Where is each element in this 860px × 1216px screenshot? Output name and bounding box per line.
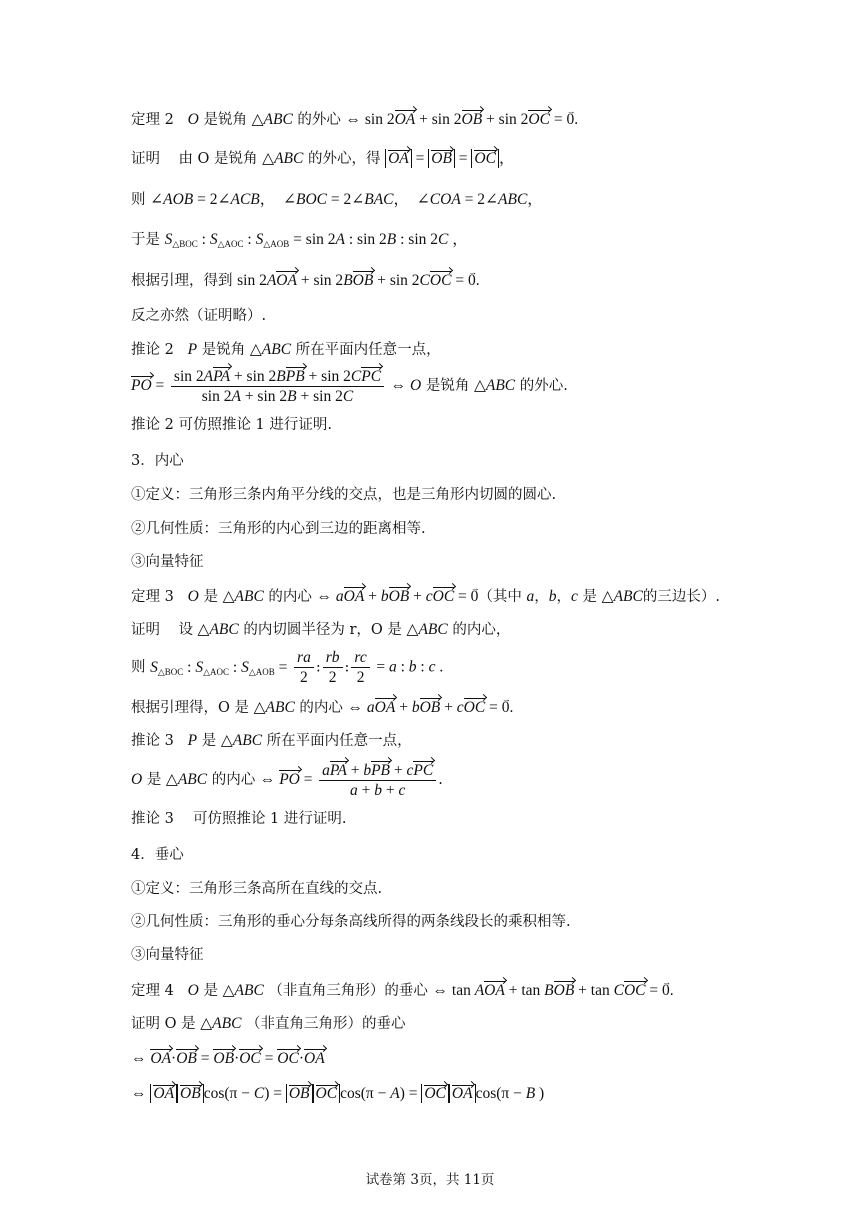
section-3-title: 3．内心 — [131, 453, 184, 469]
theorem-3-proof: 证明 设 △ABC 的内切圆半径为 r，O 是 △ABC 的内心， — [131, 621, 511, 638]
corollary-3: 推论 3 P 是 △ABC 所在平面内任意一点， — [131, 732, 412, 749]
section-3-definition: ①定义：三角形三条内角平分线的交点，也是三角形内切圆的圆心. — [131, 487, 557, 503]
corollary-3-note: 推论 3 可仿照推论 1 进行证明. — [131, 811, 347, 827]
section-3-vector: ③向量特征 — [131, 554, 204, 570]
corollary-2-note: 推论 2 可仿照推论 1 进行证明. — [131, 417, 332, 433]
theorem-2-lemma: 根据引理，得到 sin 2AOA + sin 2BOB + sin 2COC = → 0. — [131, 270, 480, 291]
page-footer: 试卷第 3页，共 11页 — [365, 1172, 495, 1188]
theorem-3-ratio: 则 $S_{\triangle BOC}$ : $S_{\triangle AOC}$ : $S_{\triangle AOB}$ = $\frac{ra}{2}$ : $\frac{rb}{2}$ : $\frac{rc}{2}$ = a : b : c . — [131, 649, 444, 686]
theorem-4: 定理 4 O 是 △ABC （非直角三角形）的垂心 ⇔ tan AOA + tan BOB + tan COC = → 0. — [131, 980, 674, 1001]
theorem-2-proof: 证明 由 O 是锐角 △ABC 的外心，得 OA = OB = OC ， — [131, 150, 515, 167]
theorem-4-proof: 证明 O 是 △ABC （非直角三角形）的垂心 — [131, 1015, 406, 1032]
section-4-definition: ①定义：三角形三条高所在直线的交点. — [131, 881, 383, 897]
theorem-2: 定理 2 O 是锐角 △ABC 的外心 ⇔ sin 2OA + sin 2OB + sin 2OC = → 0. — [131, 109, 578, 130]
corollary-2-formula: PO = $\frac{\text{sin 2APA + sin 2BPB + sin 2CPC}}{\sin 2A + \sin 2B + \sin 2C}$ ⇔ O 是锐角 △ABC 的外心. — [131, 368, 568, 405]
section-4-geometry: ②几何性质：三角形的垂心分每条高线所得的两条线段长的乘积相等. — [131, 914, 571, 930]
theorem-3-lemma: 根据引理得，O 是 △ABC 的内心 ⇔ aOA + bOB + cOC = → 0. — [131, 697, 513, 718]
section-4-title: 4．垂心 — [131, 847, 184, 863]
theorem-4-cosines: ⇔ OA OB cos(π − C) = OB OC cos(π − A) = OC OA cos(π − B ) — [131, 1085, 545, 1102]
theorem-3: 定理 3 O 是 △ABC 的内心 ⇔ aOA + bOB + cOC = → 0（其中 a，b，c 是 △ABC的三边长）. — [131, 586, 720, 607]
corollary-3-fraction: $\frac{\text{aPA + bPB + cPC}}{a + b + c}$ — [319, 760, 436, 800]
theorem-4-dot-products: ⇔ OA·OB = OB·OC = OC·OA — [131, 1050, 325, 1067]
theorem-2-angles: 则 ∠AOB = 2∠ACB， ∠BOC = 2∠BAC， ∠COA = 2∠ABC， — [131, 191, 543, 208]
section-3-geometry: ②几何性质：三角形的内心到三边的距离相等. — [131, 521, 426, 537]
corollary-2: 推论 2 P 是锐角 △ABC 所在平面内任意一点， — [131, 341, 441, 358]
theorem-2-converse: 反之亦然（证明略）. — [131, 308, 267, 324]
theorem-2-ratio: 于是 $S_{\triangle BOC}$ : $S_{\triangle AOC}$ : $S_{\triangle AOB} = \sin 2A$ : sin 2B : sin 2C ， — [131, 231, 468, 249]
section-4-vector: ③向量特征 — [131, 947, 204, 963]
corollary-3-formula: O 是 △ABC 的内心 ⇔ PO = $\frac{\text{aPA + bPB + cPC}}{a + b + c}$ . — [131, 762, 443, 799]
corollary-2-fraction: $\frac{\text{sin 2APA + sin 2BPB + sin 2CPC}}{\sin 2A + \sin 2B + \sin 2C}$ — [171, 366, 384, 406]
